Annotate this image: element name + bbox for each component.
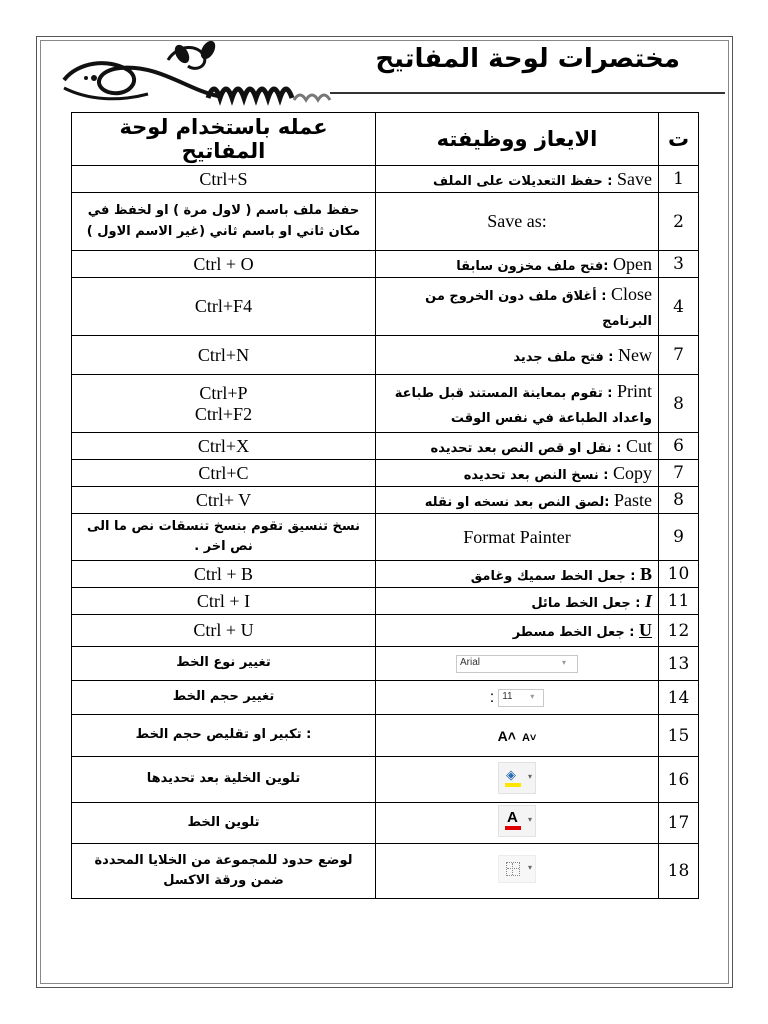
- command-description: : جعل الخط سميك وغامق: [470, 568, 640, 584]
- font-name-value: Arial: [460, 657, 481, 668]
- row-command: [376, 757, 659, 803]
- font-size-box: [498, 689, 544, 707]
- shortcuts-table: [71, 112, 699, 899]
- header-num: ت: [659, 113, 699, 166]
- page-title: مختصرات لوحة المفاتيح: [375, 44, 680, 74]
- row-command: [376, 681, 659, 715]
- row-command: [376, 375, 659, 433]
- row-number: 2: [659, 193, 699, 251]
- row-shortcut: [72, 336, 376, 375]
- row-number: 15: [659, 715, 699, 757]
- shortcut-description: تلوين الخلية بعد تحديدها: [146, 771, 301, 787]
- shortcut-description: تغيير نوع الخط: [176, 655, 271, 671]
- toolbar-icon-wrap: [490, 689, 544, 707]
- table-row: [72, 193, 699, 251]
- command-description: : تقوم بمعاينة المستند قبل طباعة واعداد الطباعة في نفس الوقت: [394, 385, 652, 426]
- row-shortcut: [72, 844, 376, 899]
- command-description: :فتح ملف مخزون سابقا: [456, 258, 613, 274]
- command-description: : حفظ التعديلات على الملف: [433, 173, 617, 189]
- command-name: New: [618, 344, 652, 365]
- row-number: 10: [659, 561, 699, 588]
- row-command: [376, 336, 659, 375]
- letter-a-glyph: A: [507, 809, 518, 826]
- row-shortcut: [72, 681, 376, 715]
- row-number: 12: [659, 615, 699, 647]
- row-number: 3: [659, 251, 699, 278]
- row-shortcut: [72, 588, 376, 615]
- header-command: الايعاز ووظيفته: [376, 113, 659, 166]
- header-shortcut: عمله باستخدام لوحة المفاتيح: [72, 113, 376, 166]
- row-number: 17: [659, 803, 699, 844]
- row-shortcut: [72, 460, 376, 487]
- row-command: [376, 588, 659, 615]
- fill-color-bar: [505, 783, 521, 787]
- row-number: 14: [659, 681, 699, 715]
- row-shortcut: [72, 278, 376, 336]
- shortcut-description: تغيير حجم الخط: [172, 689, 275, 705]
- font-size-value: 11: [502, 691, 513, 702]
- command-name: Save: [617, 168, 652, 189]
- table-row: [72, 615, 699, 647]
- colon-prefix: :: [489, 688, 495, 706]
- font-name-box: [456, 655, 578, 673]
- shortcut-key: Ctrl+C: [198, 462, 249, 483]
- row-shortcut: [72, 514, 376, 561]
- command-name: Cut: [625, 435, 652, 456]
- row-command: [376, 433, 659, 460]
- row-shortcut: [72, 375, 376, 433]
- table-row: [72, 433, 699, 460]
- font-color-icon: [498, 805, 536, 837]
- row-shortcut: [72, 715, 376, 757]
- row-number: 16: [659, 757, 699, 803]
- row-command: [376, 615, 659, 647]
- table-row: [72, 681, 699, 715]
- table-row: [72, 487, 699, 514]
- toolbar-icon-wrap: [498, 805, 536, 841]
- command-name: Copy: [612, 462, 652, 483]
- table-row: [72, 166, 699, 193]
- command-name: Open: [613, 253, 652, 274]
- shrink-font-icon: A˅: [521, 731, 537, 744]
- border-grid-glyph: [506, 862, 520, 876]
- command-name: I: [644, 590, 652, 611]
- shortcut-description: حفظ ملف باسم ( لاول مرة ) او لخفظ في مكان ثاني او باسم ثاني (غير الاسم الاول ): [86, 203, 361, 239]
- row-shortcut: [72, 433, 376, 460]
- row-shortcut: [72, 487, 376, 514]
- row-number: 11: [659, 588, 699, 615]
- row-shortcut: [72, 757, 376, 803]
- grow-font-icon: A˄: [497, 727, 516, 744]
- row-command: [376, 514, 659, 561]
- row-number: 18: [659, 844, 699, 899]
- decorative-ornament: [58, 40, 378, 112]
- table-row: [72, 460, 699, 487]
- table-row: [72, 844, 699, 899]
- toolbar-icon-wrap: [456, 655, 578, 673]
- chevron-down-icon: ▾: [527, 815, 532, 824]
- shortcut-key: Ctrl+F2: [194, 403, 253, 424]
- fill-color-icon: [498, 762, 536, 794]
- toolbar-icon-wrap: [495, 728, 540, 745]
- header-underline: [330, 92, 725, 94]
- row-command: [376, 278, 659, 336]
- row-command: [376, 487, 659, 514]
- table-body: [72, 166, 699, 899]
- command-description: : جعل الخط مائل: [531, 595, 645, 611]
- row-shortcut: [72, 561, 376, 588]
- shortcut-key: Ctrl+X: [197, 435, 250, 456]
- row-command: [376, 460, 659, 487]
- row-command: [376, 803, 659, 844]
- table-row: [72, 757, 699, 803]
- chevron-down-icon: ▾: [527, 771, 532, 781]
- row-number: 7: [659, 336, 699, 375]
- table-row: [72, 375, 699, 433]
- shortcut-key: Ctrl + B: [193, 563, 254, 584]
- table-row: [72, 514, 699, 561]
- row-shortcut: [72, 615, 376, 647]
- command-description: : نسخ النص بعد تحديده: [463, 467, 613, 483]
- shortcut-key: Ctrl+P: [199, 382, 248, 403]
- shortcut-key: Ctrl+S: [199, 168, 248, 189]
- row-number: 13: [659, 647, 699, 681]
- row-number: 9: [659, 514, 699, 561]
- table-row: [72, 715, 699, 757]
- row-command: [376, 844, 659, 899]
- table-row: [72, 278, 699, 336]
- font-color-bar: [505, 826, 521, 830]
- command-name: Format Painter: [463, 526, 571, 547]
- row-number: 4: [659, 278, 699, 336]
- row-number: 8: [659, 375, 699, 433]
- row-command: [376, 561, 659, 588]
- shortcut-key: Ctrl+ V: [195, 489, 252, 510]
- shortcut-description: نسخ تنسيق تقوم بنسخ تنسقات نص ما الى نص اخر .: [86, 518, 361, 554]
- chevron-down-icon: ▾: [562, 658, 567, 667]
- shortcut-key: Ctrl + U: [193, 620, 254, 640]
- table-row: [72, 336, 699, 375]
- command-name: Paste: [614, 489, 652, 510]
- row-command: [376, 193, 659, 251]
- row-command: [376, 715, 659, 757]
- row-shortcut: [72, 803, 376, 844]
- table-row: [72, 647, 699, 681]
- shortcut-key: Ctrl + O: [193, 253, 254, 274]
- row-shortcut: [72, 251, 376, 278]
- command-name: Close: [610, 283, 652, 304]
- row-command: [376, 251, 659, 278]
- borders-icon: [498, 855, 536, 883]
- table-row: [72, 588, 699, 615]
- shortcut-key: Ctrl+F4: [194, 296, 253, 316]
- table-row: [72, 561, 699, 588]
- row-command: [376, 647, 659, 681]
- shortcut-description: لوضع حدود للمجموعة من الخلايا المحددة ضمن ورقة الاكسل: [94, 852, 353, 888]
- row-shortcut: [72, 193, 376, 251]
- row-number: 8: [659, 487, 699, 514]
- command-name: B: [639, 563, 652, 584]
- command-description: : نقل او قص النص بعد تحديده: [430, 440, 626, 456]
- command-name: U: [639, 620, 652, 640]
- shortcut-key: Ctrl + I: [196, 590, 251, 611]
- toolbar-icon-wrap: [498, 762, 536, 798]
- command-description: :لصق النص بعد نسخه او نقله: [424, 494, 614, 510]
- row-shortcut: [72, 166, 376, 193]
- command-name: :Save as: [487, 211, 547, 231]
- row-number: 1: [659, 166, 699, 193]
- row-command: [376, 166, 659, 193]
- table-row: [72, 803, 699, 844]
- shortcut-description: : تكبير او تقليص حجم الخط: [135, 727, 312, 743]
- chevron-down-icon: ▾: [530, 692, 535, 701]
- row-shortcut: [72, 647, 376, 681]
- chevron-down-icon: ▾: [527, 863, 532, 872]
- command-description: : فتح ملف جديد: [513, 349, 618, 365]
- row-number: 6: [659, 433, 699, 460]
- table-row: [72, 251, 699, 278]
- table-header-row: [72, 113, 699, 166]
- command-description: : جعل الخط مسطر: [512, 625, 639, 640]
- toolbar-icon-wrap: [498, 855, 536, 887]
- shortcut-key: Ctrl+N: [197, 344, 250, 365]
- paint-bucket-glyph: ◈: [506, 766, 516, 782]
- command-description: : أغلاق ملف دون الخروج من البرنامج: [425, 288, 652, 329]
- command-name: Print: [616, 380, 652, 401]
- shortcut-description: تلوين الخط: [187, 814, 260, 830]
- row-number: 7: [659, 460, 699, 487]
